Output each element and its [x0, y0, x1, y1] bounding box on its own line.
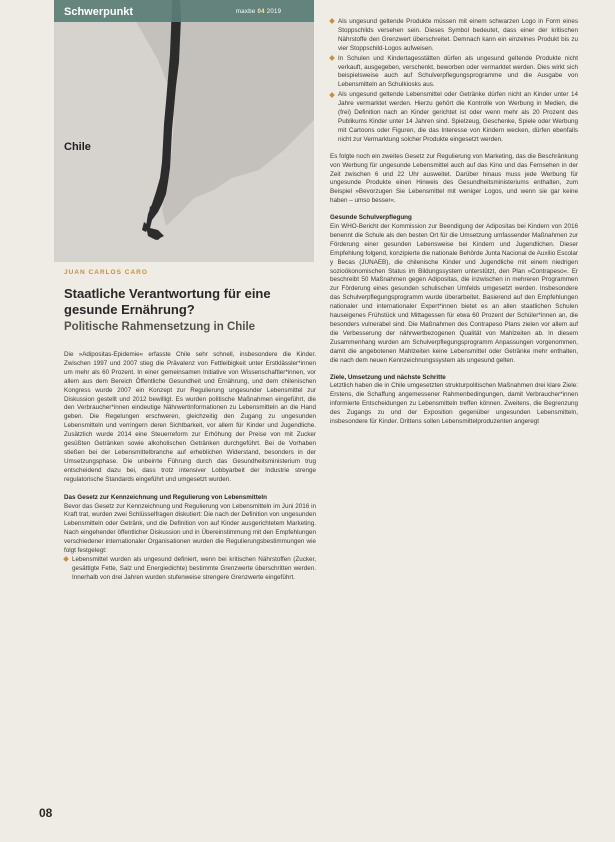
gesetz-paragraph: Bevor das Gesetz zur Kennzeichnung und Regulierung von Lebensmitteln im Juni 2016 in Kraft trat, wurden zwei Schlüsselfragen diskutiert: Die nach der Definition von ungesunden Lebensmitteln oder Getränk, und die Definition von auf Kinder ausgerichtetem Marketing. Nach eingehender öffentlicher Diskussion und in Übereinstimmung mit den Empfehlungen verschiedener internationaler Organisationen wurden die Regulierungsbestimmungen wie folgt festgelegt:	[64, 502, 316, 555]
south-america-shadow	[124, 0, 314, 226]
article-title: Staatliche Verantwortung für eine gesunde Ernährung?	[64, 286, 271, 317]
bullet-icon	[329, 18, 335, 24]
bullet-4	[330, 91, 578, 144]
heading-schulverpflegung: Gesunde Schulverpflegung	[330, 214, 412, 222]
bullet-4-text: Als ungesund geltende Lebensmittel oder Getränke dürfen nicht an Kinder unter 14 Jahre vermarktet werden. Hierzu gehört die Kontrolle von Werbung in Medien, die (frei) Definition nach an Kinder gerichtet ist oder wenn mehr als 20 Prozent des Publikums Kinder unter 14 Jahren sind. Spielzeug, Geschenke, Spiele oder Werbung mit Cartoons oder Figuren, die das Interesse von Kindern wecken, dürfen ebenfalls nicht zur Vermarktung solcher Produkte eingesetzt werden.	[338, 91, 578, 143]
bullet-2-text: Als ungesund geltende Produkte müssen mit einem schwarzen Logo in Form eines Stoppschilds versehen sein. Dieses Symbol bedeutet, dass einer der kritischen Nährstoffe den Grenzwert überschreitet. Demnach kann ein einzelnes Produkt bis zu vier Stoppschild-Logos aufweisen.	[338, 18, 578, 52]
page-number: 08	[39, 806, 53, 820]
bullet-icon	[329, 92, 335, 98]
bullet-icon	[63, 556, 69, 562]
heading-gesetz: Das Gesetz zur Kennzeichnung und Regulierung von Lebensmitteln	[64, 493, 267, 501]
chile-map-illustration	[54, 0, 314, 262]
issue-year: 2019	[266, 9, 282, 15]
intro-paragraph: Die »Adipositas-Epidemie« erfasste Chile sehr schnell, insbesondere die Kinder. Zwischen 1997 und 2007 stieg die Prävalenz von Fettleibigkeit unter Erstklässler*innen um mehr als 60 Prozent. In einer gemeinsamen Initiative von Wissenschaftler*innen, vor allem aus dem Bereich Öffentliche Gesundheit und Ernährung, und dem chilenischen Kongress wurde 2007 ein Konzept zur Regulierung ungesunder Lebensmittel zur Diskussion gestellt und 2012 bewilligt. Es wurden politische Maßnahmen eingeführt, die den Verbraucher*innen eindeutige Nährwertinformationen zu Lebensmitteln an die Hand geben. Die Regelungen erschweren, gleichzeitig den Zugang zu ungesunden Lebensmitteln und verringern deren Sichtbarkeit, vor allem für Kinder und Jugendliche. Zusätzlich wurde 2014 eine Steuerreform zur Erhöhung der Preise von mit Zucker gesüßten Getränken sowie alkoholischen Getränken durchgeführt. Bei de Vorhaben stießen bei der Lebensmittelbranche auf erheblichen Widerstand, besonders in der Umsetzungsphase. Die unbeirrte Führung durch das Gesundheitsministerium trug entscheidend dazu bei, dass trotz intensiver Lobbyarbeit der Industrie strenge regulatorische Standards eingeführt und umgesetzt wurden.	[64, 351, 316, 483]
author-name: JUAN CARLOS CARO	[64, 269, 148, 276]
issue-prefix: maxbe	[236, 9, 256, 15]
ziele-paragraph: Letztlich haben die in Chile umgesetzten strukturpolitischen Maßnahmen drei klare Ziele: Erstens, die Schaffung angemessener Rahmenbedingungen, damit Verbraucher*innen informierte Entscheidungen zu Lebensmitteln treffen können. Zweitens, die Begrenzung des Zugangs zu und der Exposition gegenüber ungesunden Lebensmitteln, insbesondere für Kinder. Drittens sollen Lebensmittelproduzenten angeregt	[330, 382, 578, 426]
bullet-3	[330, 55, 578, 91]
issue-label	[236, 9, 281, 15]
bullet-2	[330, 18, 578, 54]
bullet-1-text: Lebensmittel wurden als ungesund definiert, wenn bei kritischen Nährstoffen (Zucker, gesättigte Fette, Salz und Energiedichte) bestimmte Grenzwerte überschritten werden. Innerhalb von drei Jahren wurden stufenweise strengere Grenzwerte eingeführt.	[72, 555, 316, 581]
section-label: Schwerpunkt	[64, 6, 134, 18]
bullet-icon	[329, 55, 335, 61]
heading-ziele: Ziele, Umsetzung und nächste Schritte	[330, 373, 446, 381]
map-country-label: Chile	[64, 141, 91, 153]
schulverpflegung-paragraph: Ein WHO-Bericht der Kommission zur Beendigung der Adipositas bei Kindern von 2016 benennt die Schule als den besten Ort für die Umsetzung umfassender Maßnahmen zur Förderung einer gesunden Lebensweise bei Kindern und Jugendlichen. Dieser Empfehlung folgend, konzipierte die nationale Behörde Junta Nacional de Auxilio Escolar y Becas (JUNAEB), die chilenische Kinder und Jugendliche mit einem niedrigen sozioökonomischen Status im Bildungssystem unterstützt, den Plan »Contrapeso«. Er beschreibt 50 Maßnahmen gegen Adipositas, die inzwischen in mehreren Programmen zur Förderung eines gesunden schulischen Umfelds umgesetzt werden. Insbesondere das Schulverpflegungsprogramm wurde überarbeitet. Basierend auf den Empfehlungen nationaler und internationaler Expert*innen bietet es an allen staatlichen Schulen hauseigenes Frühstück und Mittagessen für etwa 60 Prozent der Schüler*innen an, die besonders vulnerabel sind. Die Maßnahmen des Contrapeso Plans zielen vor allem auf die Verbesserung der nährwertbezogenen Qualität von Mahlzeiten ab. In diesem Zusammenhang wurden am Schulverpflegungsprogramm Anpassungen vorgenommen, damit die angebotenen Mahlzeiten keine Lebensmittel oder Getränke mehr enthalten, die nach dem neuen Kennzeichnungssystem als ungesund gelten.	[330, 223, 578, 364]
right-column	[330, 18, 578, 427]
bullet-1	[64, 556, 316, 583]
issue-number: 04	[257, 9, 265, 15]
article-subtitle: Politische Rahmensetzung in Chile	[64, 321, 256, 333]
bullet-3-text: In Schulen und Kindertagesstätten dürfen als ungesund geltende Produkte nicht verkauft, ausgegeben, verschenkt, beworben oder vermarktet werden. Dies wirkt sich beispielsweise auch auf Schulverpflegungsprogramme und die Ausgabe von Lebensmitteln an Schulkiosks aus.	[338, 54, 578, 89]
werbung-paragraph: Es folgte noch ein zweites Gesetz zur Regulierung von Marketing, das die Beschränkung von Werbung für ungesunde Lebensmittel auch auf das Kino und das Fernsehen in der Zeit zwischen 6 und 22 Uhr ausweitet. Darüber hinaus muss jede Werbung für ungesunde Produkte einen Hinweis des Gesundheitsministeriums enthalten, zum Beispiel »Bevorzugen Sie Lebensmittel mit weniger Logos, und wenn sie gar keine haben – umso besser«.	[330, 152, 578, 205]
left-column	[64, 351, 316, 583]
